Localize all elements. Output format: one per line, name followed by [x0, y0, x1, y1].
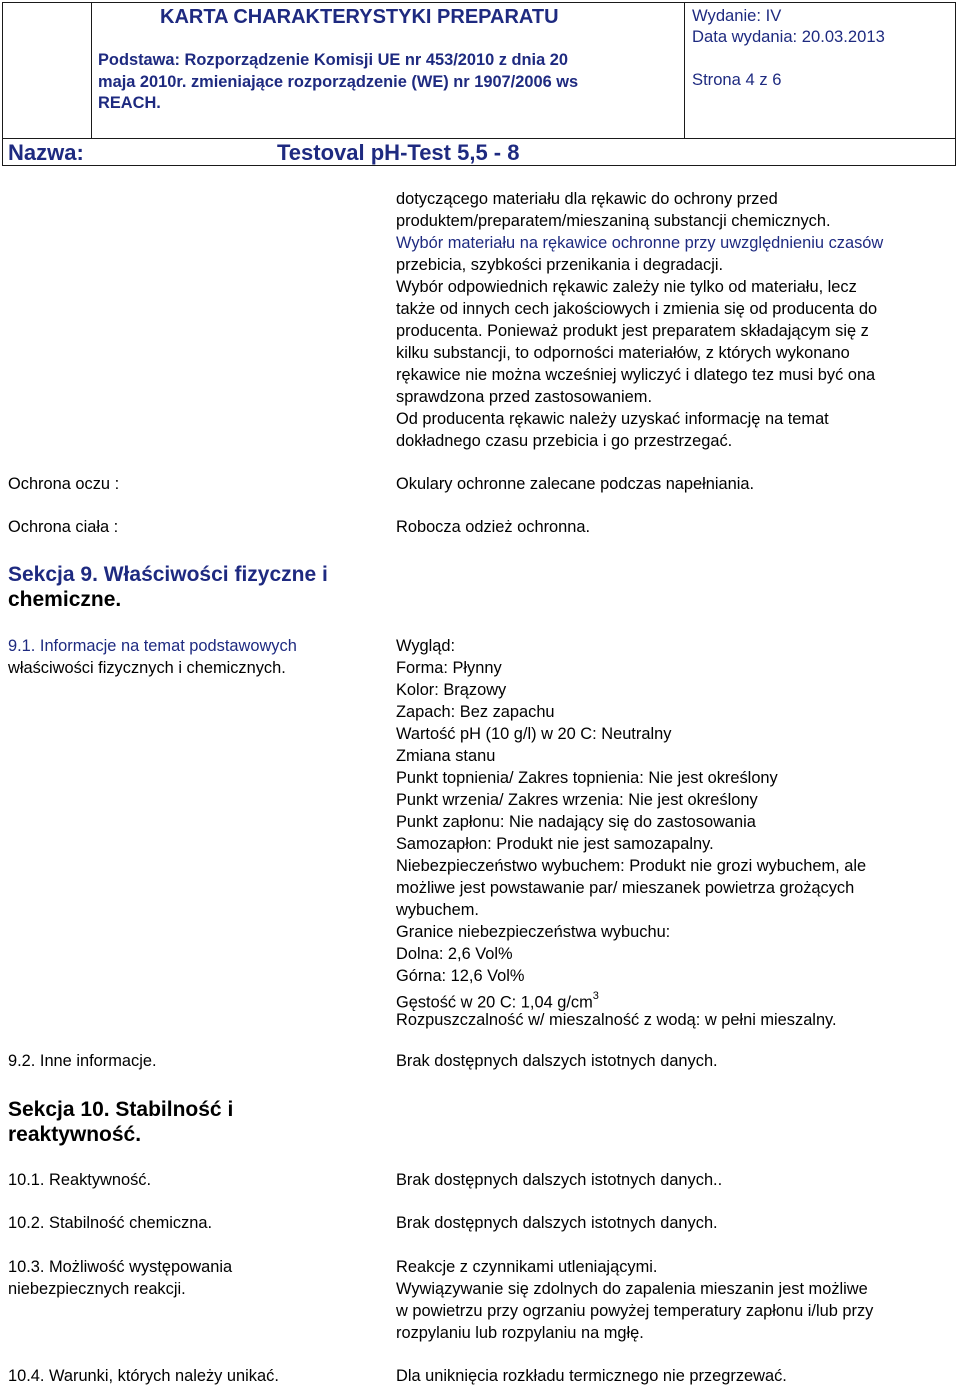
section-10-2-value: Brak dostępnych dalszych istotnych danych.	[396, 1214, 718, 1232]
regulation-line: REACH.	[98, 94, 161, 112]
regulation-line: maja 2010r. zmieniające rozporządzenie (WE) nr 1907/2006 ws	[98, 72, 579, 91]
section-10-2-label: 10.2. Stabilność chemiczna.	[8, 1214, 213, 1232]
document-title: KARTA CHARAKTERYSTYKI PREPARATU	[160, 6, 559, 28]
issue-date: Data wydania: 20.03.2013	[692, 27, 885, 46]
property-line: Punkt zapłonu: Nie nadający się do zastosowania	[396, 813, 756, 831]
section-10-4-label: 10.4. Warunki, których należy unikać.	[8, 1367, 279, 1385]
section-10-1-value: Brak dostępnych dalszych istotnych danych..	[396, 1171, 723, 1189]
label-line: 9.1. Informacje na temat podstawowych	[8, 637, 297, 655]
body-protection-label: Ochrona ciała :	[8, 518, 119, 536]
property-line: Samozapłon: Produkt nie jest samozapalny.	[396, 835, 714, 853]
regulation-line: Podstawa: Rozporządzenie Komisji UE nr 453/2010 z dnia 20	[98, 51, 569, 69]
property-line: Punkt topnienia/ Zakres topnienia: Nie jest określony	[396, 769, 778, 787]
value-line: Wywiązywanie się zdolnych do zapalenia mieszanin jest możliwe	[396, 1280, 868, 1298]
property-line: możliwe jest powstawanie par/ mieszanek powietrza grożących	[396, 879, 855, 897]
property-line: Zmiana stanu	[396, 747, 496, 765]
text-line: produktem/preparatem/mieszaniną substancji chemicznych.	[396, 212, 831, 230]
property-line: Forma: Płynny	[396, 659, 502, 677]
section-9-1-label	[8, 635, 297, 679]
property-line: Górna: 12,6 Vol%	[396, 967, 525, 985]
product-name-label: Nazwa:	[8, 140, 84, 165]
text-line: dotyczącego materiału dla rękawic do ochrony przed	[396, 190, 778, 208]
label-line: niebezpiecznych reakcji.	[8, 1280, 186, 1298]
section-9-title	[8, 562, 328, 612]
property-line: Zapach: Bez zapachu	[396, 703, 555, 721]
solubility-line: Rozpuszczalność w/ mieszalność z wodą: w pełni mieszalny.	[396, 1011, 837, 1029]
property-line: Kolor: Brązowy	[396, 681, 507, 699]
section-title-line: chemiczne.	[8, 588, 122, 611]
page-number: Strona 4 z 6	[692, 70, 782, 89]
eye-protection-label: Ochrona oczu :	[8, 475, 120, 493]
density-text: Gęstość w 20 C: 1,04 g/cm	[396, 993, 593, 1012]
label-line: 10.3. Możliwość występowania	[8, 1258, 233, 1276]
text-line: producenta. Ponieważ produkt jest preparatem składającym się z	[396, 322, 869, 340]
text-line: Wybór materiału na rękawice ochronne przy uwzględnieniu czasów	[396, 234, 884, 252]
section-title-line	[8, 562, 328, 587]
property-line: Dolna: 2,6 Vol%	[396, 945, 513, 963]
section-10-3-label	[8, 1256, 232, 1300]
section-title-line: reaktywność.	[8, 1123, 142, 1146]
section-title-text: Sekcja 9. Właściwości fizyczne i	[8, 563, 328, 586]
product-name: Testoval pH-Test 5,5 - 8	[277, 140, 520, 165]
text-line: rękawice nie można wcześniej wyliczyć i dlatego tez musi być ona	[396, 366, 876, 384]
section-title-line: Sekcja 10. Stabilność i	[8, 1098, 234, 1121]
body-protection-value: Robocza odzież ochronna.	[396, 518, 591, 536]
section-9-2-value: Brak dostępnych dalszych istotnych danych.	[396, 1052, 718, 1070]
regulation-basis	[98, 50, 683, 115]
edition: Wydanie: IV	[692, 6, 782, 25]
property-line: Niebezpieczeństwo wybuchem: Produkt nie grozi wybuchem, ale	[396, 857, 867, 875]
text-line: sprawdzona przed zastosowaniem.	[396, 388, 653, 406]
text-line: dokładnego czasu przebicia i go przestrzegać.	[396, 432, 733, 450]
property-line: Granice niebezpieczeństwa wybuchu:	[396, 923, 671, 941]
section-10-1-label: 10.1. Reaktywność.	[8, 1171, 152, 1189]
text-line: przebicia, szybkości przenikania i degradacji.	[396, 256, 724, 274]
text-line: kilku substancji, to odporności materiałów, z których wykonano	[396, 344, 850, 362]
section-10-title	[8, 1097, 233, 1147]
text-line: Wybór odpowiednich rękawic zależy nie tylko od materiału, lecz	[396, 278, 857, 296]
section-9-2-label: 9.2. Inne informacje.	[8, 1052, 157, 1070]
property-line: wybuchem.	[396, 901, 479, 919]
header-left-cell	[2, 2, 92, 139]
property-line: Wartość pH (10 g/l) w 20 C: Neutralny	[396, 725, 672, 743]
property-line: Punkt wrzenia/ Zakres wrzenia: Nie jest określony	[396, 791, 758, 809]
value-line: Reakcje z czynnikami utleniającymi.	[396, 1258, 658, 1276]
value-line: rozpylaniu lub rozpylaniu na mgłę.	[396, 1324, 644, 1342]
property-line: Wygląd:	[396, 637, 456, 655]
section-10-4-value: Dla uniknięcia rozkładu termicznego nie przegrzewać.	[396, 1367, 787, 1385]
value-line: w powietrzu przy ogrzaniu powyżej temperatury zapłonu i/lub przy	[396, 1302, 874, 1320]
density-exponent: 3	[592, 990, 599, 1002]
text-line: także od innych cech jakościowych i zmienia się od producenta do	[396, 300, 878, 318]
text-line: Od producenta rękawic należy uzyskać informację na temat	[396, 410, 829, 428]
label-line: właściwości fizycznych i chemicznych.	[8, 659, 286, 677]
eye-protection-value: Okulary ochronne zalecane podczas napełniania.	[396, 475, 755, 493]
